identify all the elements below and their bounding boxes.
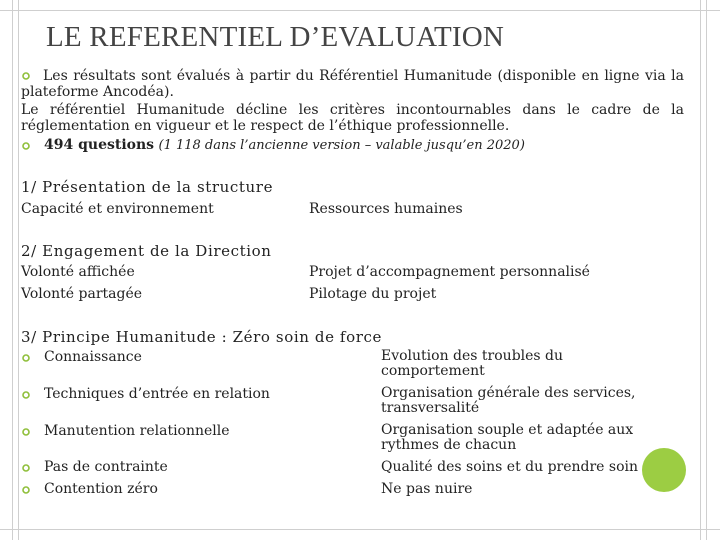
section-2-right-item: Projet d’accompagnement personnalisé bbox=[309, 264, 590, 280]
section-3-right-item: Organisation souple et adaptée aux rythmes de chacun bbox=[381, 422, 634, 453]
section-2-right-item: Pilotage du projet bbox=[309, 286, 437, 302]
slide-title: LE REFERENTIEL D’EVALUATION bbox=[46, 21, 505, 53]
frame-line-right-inner bbox=[700, 0, 701, 540]
questions-count: 494 questions bbox=[44, 137, 155, 153]
section-1-right-item: Ressources humaines bbox=[309, 201, 463, 217]
bullet-icon bbox=[22, 428, 30, 436]
section-1-left-item: Capacité et environnement bbox=[21, 201, 214, 217]
bullet-icon bbox=[22, 464, 30, 472]
section-3-left-item: Pas de contrainte bbox=[44, 459, 168, 475]
frame-line-left bbox=[12, 0, 13, 540]
questions-line bbox=[44, 137, 525, 154]
section-1-heading: 1/ Présentation de la structure bbox=[21, 178, 274, 196]
decorative-green-circle bbox=[642, 448, 686, 492]
bullet-icon bbox=[22, 142, 30, 150]
bullet-icon bbox=[22, 391, 30, 399]
frame-line-left-inner bbox=[18, 0, 19, 540]
section-3-right-item: Organisation générale des services, transversalité bbox=[381, 385, 636, 416]
section-3-left-item: Techniques d’entrée en relation bbox=[44, 386, 270, 402]
section-2-left-item: Volonté affichée bbox=[21, 264, 135, 280]
bullet-icon bbox=[22, 354, 30, 362]
section-3-left-item: Contention zéro bbox=[44, 481, 158, 497]
questions-note: (1 118 dans l’ancienne version – valable jusqu’en 2020) bbox=[158, 138, 525, 153]
bullet-icon bbox=[22, 486, 30, 494]
section-3-right-item: Ne pas nuire bbox=[381, 481, 473, 497]
section-3-right-item: Evolution des troubles du comportement bbox=[381, 348, 564, 379]
section-3-right-item: Qualité des soins et du prendre soin bbox=[381, 459, 639, 475]
frame-line-right bbox=[706, 0, 707, 540]
frame-line-top bbox=[0, 10, 720, 11]
frame-line-bottom bbox=[0, 529, 720, 530]
section-2-heading: 2/ Engagement de la Direction bbox=[21, 242, 272, 260]
section-3-left-item: Connaissance bbox=[44, 349, 142, 365]
intro-bullet-text: Les résultats sont évalués à partir du Référentiel Humanitude (disponible en ligne via la plateforme Ancodéa). bbox=[21, 68, 684, 100]
section-2-left-item: Volonté partagée bbox=[21, 286, 143, 302]
section-3-left-item: Manutention relationnelle bbox=[44, 423, 230, 439]
section-3-heading: 3/ Principe Humanitude : Zéro soin de force bbox=[21, 328, 382, 346]
intro-paragraph: Le référentiel Humanitude décline les critères incontournables dans le cadre de la réglementation en vigueur et le respect de l’éthique professionnelle. bbox=[21, 102, 684, 134]
